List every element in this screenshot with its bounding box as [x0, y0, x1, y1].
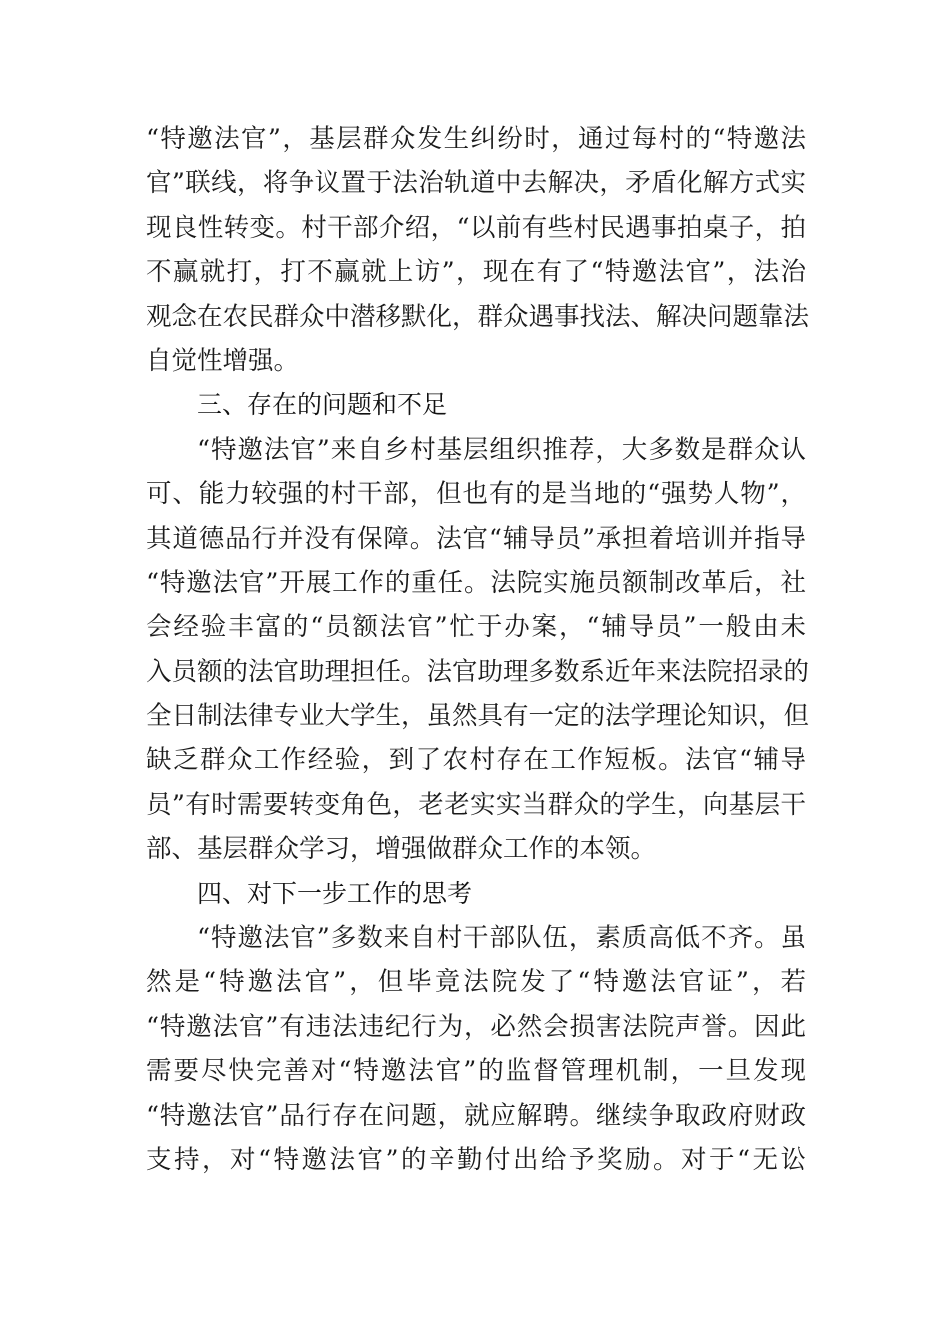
text-line: 支持，对“特邀法官”的辛勤付出给予奖励。对于“无讼 [146, 1144, 806, 1175]
paragraph-2 [146, 428, 810, 872]
text-line: 会经验丰富的“员额法官”忙于办案，“辅导员”一般由未 [146, 612, 806, 643]
text-line: “特邀法官”来自乡村基层组织推荐，大多数是群众认 [197, 434, 806, 465]
text-line: 不赢就打，打不赢就上访”，现在有了“特邀法官”，法治 [146, 257, 806, 288]
text-line: 然是“特邀法官”，但毕竟法院发了“特邀法官证”，若 [146, 967, 806, 998]
text-line: “特邀法官”，基层群众发生纠纷时，通过每村的“特邀法 [146, 124, 806, 154]
text-line: 需要尽快完善对“特邀法官”的监督管理机制，一旦发现 [146, 1056, 806, 1087]
paragraph-1 [146, 117, 810, 383]
section-heading-3: 三、存在的问题和不足 [197, 390, 448, 420]
text-line: 官”联线，将争议置于法治轨道中去解决，矛盾化解方式实 [146, 168, 806, 199]
text-line: “特邀法官”品行存在问题，就应解聘。继续争取政府财政 [146, 1100, 806, 1131]
text-line: 现良性转变。村干部介绍，“以前有些村民遇事拍桌子，拍 [146, 212, 806, 243]
text-line: 自觉性增强。 [146, 345, 300, 376]
section-heading-4: 四、对下一步工作的思考 [197, 878, 473, 908]
document-body [146, 117, 810, 1182]
text-line: 员”有时需要转变角色，老老实实当群众的学生，向基层干 [146, 789, 806, 820]
text-line: 全日制法律专业大学生，虽然具有一定的法学理论知识，但 [146, 701, 810, 732]
text-line: 可、能力较强的村干部，但也有的是当地的“强势人物”， [146, 479, 806, 510]
text-line: 其道德品行并没有保障。法官“辅导员”承担着培训并指导 [146, 523, 806, 554]
text-line: 入员额的法官助理担任。法官助理多数系近年来法院招录的 [146, 656, 810, 687]
paragraph-3 [146, 916, 806, 1182]
text-line: 观念在农民群众中潜移默化，群众遇事找法、解决问题靠法 [146, 301, 810, 332]
text-line: “特邀法官”有违法违纪行为，必然会损害法院声誉。因此 [146, 1011, 806, 1042]
text-line: 缺乏群众工作经验，到了农村存在工作短板。法官“辅导 [146, 745, 806, 776]
text-line: “特邀法官”多数来自村干部队伍，素质高低不齐。虽 [197, 923, 806, 954]
text-line: 部、基层群众学习，增强做群众工作的本领。 [146, 834, 657, 865]
text-line: “特邀法官”开展工作的重任。法院实施员额制改革后，社 [146, 567, 806, 598]
